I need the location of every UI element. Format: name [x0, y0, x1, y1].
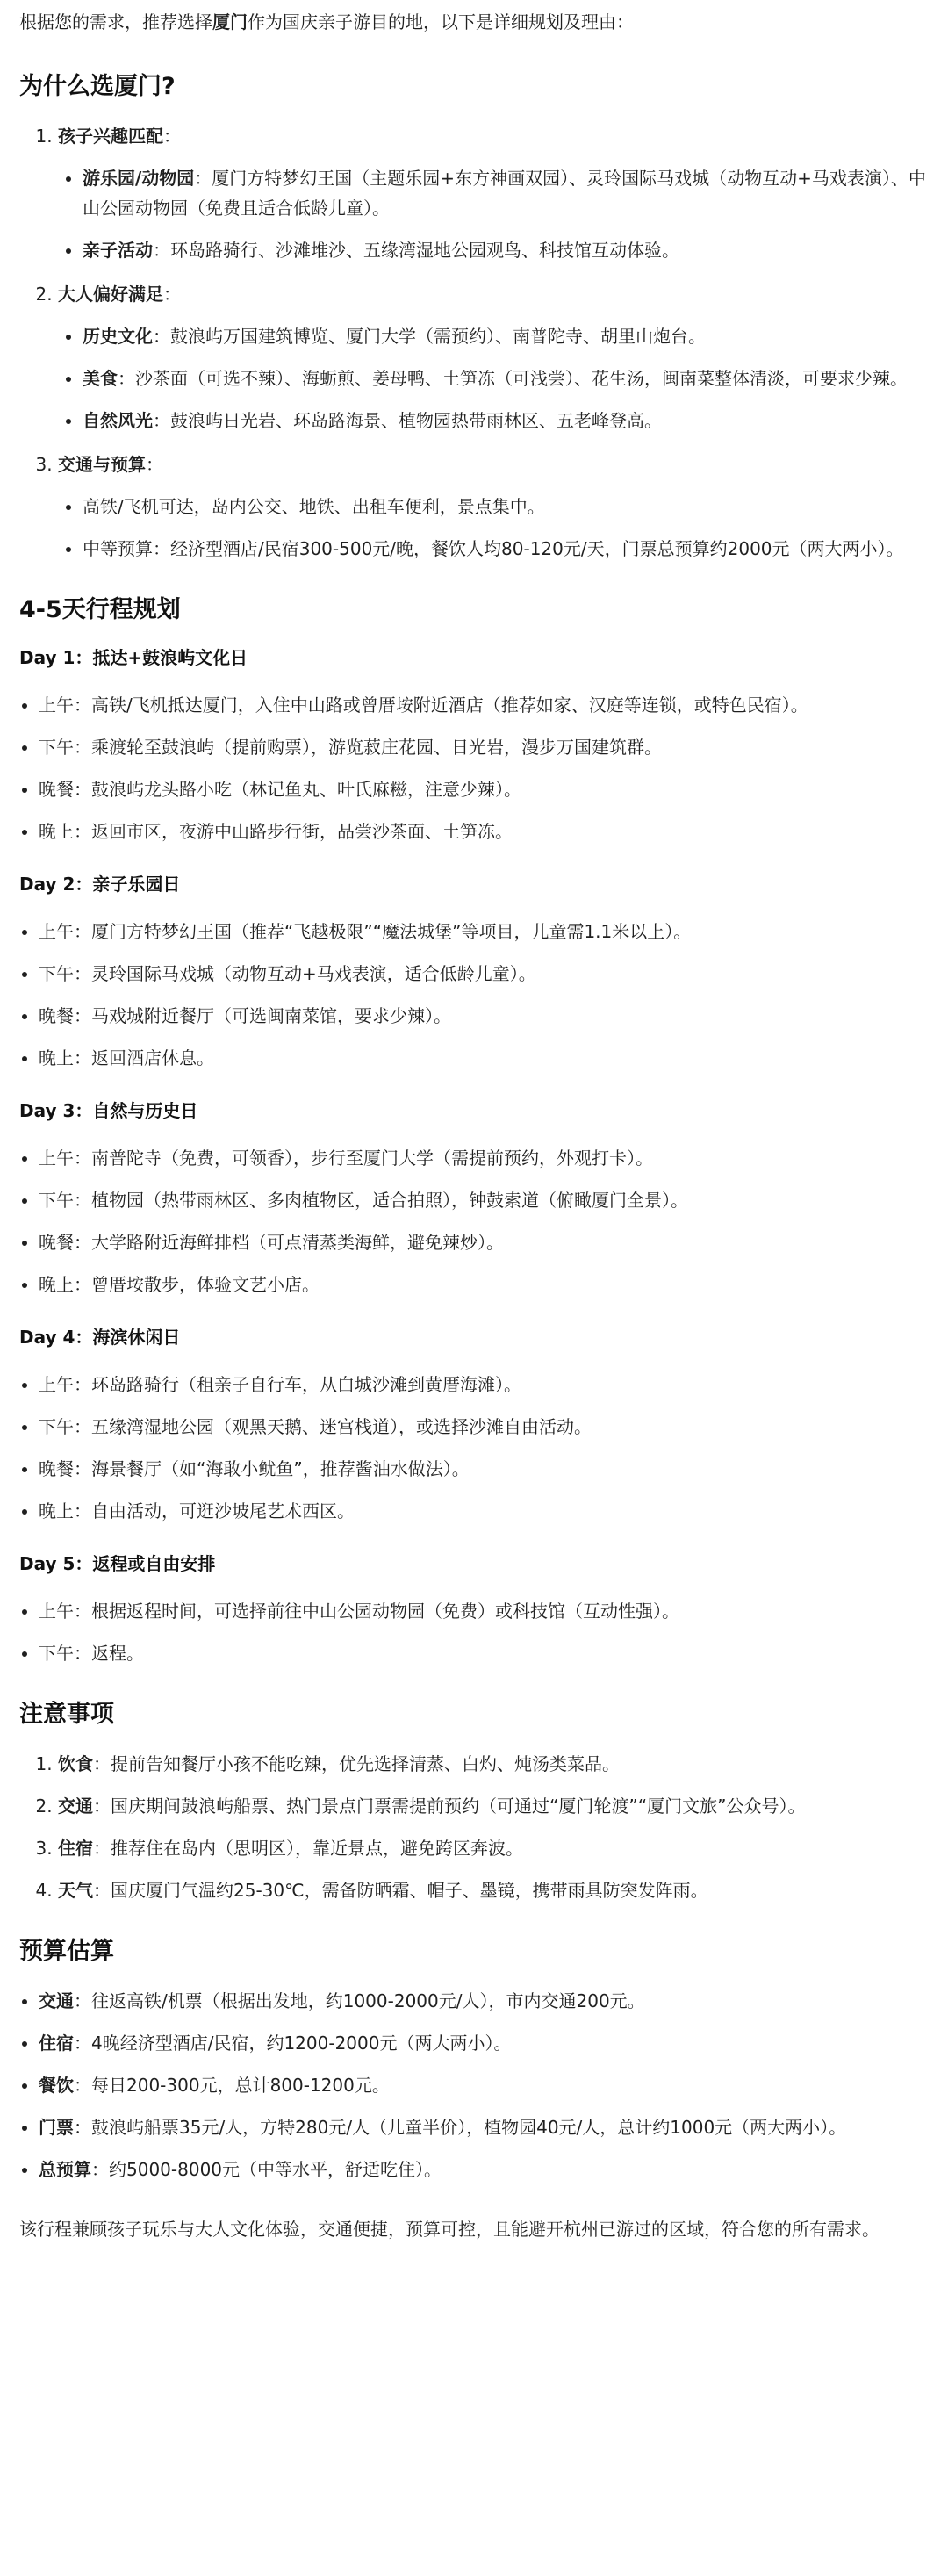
why-item-transport	[58, 450, 929, 564]
day-prefix: Day 2：	[19, 874, 93, 895]
item-label: 门票	[39, 2117, 74, 2138]
item-text: 中等预算：经济型酒店/民宿300-500元/晚，餐饮人均80-120元/天，门票总预算约2000元（两大两小）。	[83, 538, 904, 559]
item-text: ：鼓浪屿船票35元/人，方特280元/人（儿童半价），植物园40元/人，总计约1000元（两大两小）。	[74, 2117, 847, 2138]
list-item: • 下午：乘渡轮至鼓浪屿（提前购票），游览菽庄花园、日光岩，漫步万国建筑群。	[39, 732, 929, 762]
why-item-sep: ：	[163, 126, 181, 147]
item-label: 交通	[39, 1990, 74, 2011]
list-item: • 晚上：自由活动，可逛沙坡尾艺术西区。	[39, 1496, 929, 1526]
item-label: 交通	[58, 1795, 93, 1817]
list-item: • 晚上：返回酒店休息。	[39, 1043, 929, 1073]
why-heading: 为什么选厦门?	[19, 73, 176, 100]
why-item-sep: ：	[146, 454, 163, 475]
day-title: 返程或自由安排	[92, 1553, 216, 1574]
item-text: ：厦门方特梦幻王国（主题乐园+东方神画双园）、灵玲国际马戏城（动物互动+马戏表演）、中山公园动物园（免费且适合低龄儿童）。	[83, 168, 926, 219]
why-item-sep: ：	[163, 284, 181, 305]
list-item: • 上午：根据返程时间，可选择前往中山公园动物园（免费）或科技馆（互动性强）。	[39, 1596, 929, 1626]
list-item	[39, 2112, 929, 2142]
list-item	[39, 2028, 929, 2058]
why-item-label: 大人偏好满足	[58, 284, 163, 305]
budget-list	[19, 1986, 929, 2184]
list-item	[83, 492, 929, 522]
item-label: 历史文化	[83, 326, 153, 347]
day-list	[19, 1143, 929, 1299]
list-item: • 晚上：曾厝垵散步，体验文艺小店。	[39, 1270, 929, 1299]
item-text: ：鼓浪屿日光岩、环岛路海景、植物园热带雨林区、五老峰登高。	[153, 410, 662, 431]
list-item: • 上午：高铁/飞机抵达厦门，入住中山路或曾厝垵附近酒店（推荐如家、汉庭等连锁，或特色民宿）。	[39, 690, 929, 720]
list-item	[83, 235, 929, 265]
day-heading	[19, 1097, 929, 1124]
why-item-kids	[58, 121, 929, 265]
day-heading	[19, 1551, 929, 1577]
why-sublist	[58, 321, 929, 435]
item-label: 亲子活动	[83, 240, 153, 261]
day-list	[19, 690, 929, 846]
item-label: 总预算	[39, 2159, 91, 2180]
item-text: ：推荐住在岛内（思明区），靠近景点，避免跨区奔波。	[93, 1838, 523, 1859]
list-item	[83, 363, 929, 393]
day-title: 自然与历史日	[92, 1100, 198, 1121]
list-item: • 晚上：返回市区，夜游中山路步行街，品尝沙茶面、土笋冻。	[39, 817, 929, 846]
day-list	[19, 1370, 929, 1526]
day-title: 亲子乐园日	[92, 874, 181, 895]
list-item	[58, 1833, 929, 1863]
list-item: • 上午：厦门方特梦幻王国（推荐“飞越极限”“魔法城堡”等项目，儿童需1.1米以上）。	[39, 917, 929, 946]
item-label: 住宿	[39, 2033, 74, 2054]
closing-paragraph: 该行程兼顾孩子玩乐与大人文化体验，交通便捷，预算可控，且能避开杭州已游过的区域，符合您的所有需求。	[19, 2219, 880, 2240]
why-item-label: 交通与预算	[58, 454, 146, 475]
list-item	[39, 2070, 929, 2100]
list-item: • 上午：南普陀寺（免费，可领香），步行至厦门大学（需提前预约，外观打卡）。	[39, 1143, 929, 1173]
day-prefix: Day 4：	[19, 1327, 93, 1348]
list-item: • 下午：五缘湾湿地公园（观黑天鹅、迷宫栈道），或选择沙滩自由活动。	[39, 1412, 929, 1442]
day-heading	[19, 871, 929, 897]
item-label: 住宿	[58, 1838, 93, 1859]
day-prefix: Day 5：	[19, 1553, 93, 1574]
item-text: ：鼓浪屿万国建筑博览、厦门大学（需预约）、南普陀寺、胡里山炮台。	[153, 326, 706, 347]
day-title: 海滨休闲日	[92, 1327, 181, 1348]
why-sublist	[58, 492, 929, 564]
day-list	[19, 917, 929, 1073]
item-label: 餐饮	[39, 2075, 74, 2096]
list-item	[58, 1749, 929, 1779]
list-item: • 晚餐：大学路附近海鲜排档（可点清蒸类海鲜，避免辣炒）。	[39, 1227, 929, 1257]
list-item	[58, 1791, 929, 1821]
day-prefix: Day 1：	[19, 647, 93, 668]
item-label: 游乐园/动物园	[83, 168, 195, 189]
list-item: • 晚餐：海景餐厅（如“海敢小鱿鱼”，推荐酱油水做法）。	[39, 1454, 929, 1484]
list-item	[83, 321, 929, 351]
item-text: ：往返高铁/机票（根据出发地，约1000-2000元/人），市内交通200元。	[74, 1990, 645, 2011]
item-text: 高铁/飞机可达，岛内公交、地铁、出租车便利，景点集中。	[83, 496, 545, 517]
list-item	[58, 1875, 929, 1905]
budget-heading: 预算估算	[19, 1938, 114, 1965]
list-item	[83, 163, 929, 223]
why-list	[19, 121, 929, 564]
item-label: 天气	[58, 1880, 93, 1901]
list-item: • 上午：环岛路骑行（租亲子自行车，从白城沙滩到黄厝海滩）。	[39, 1370, 929, 1400]
item-text: ：每日200-300元，总计800-1200元。	[74, 2075, 390, 2096]
item-text: ：国庆期间鼓浪屿船票、热门景点门票需提前预约（可通过“厦门轮渡”“厦门文旅”公众号）。	[93, 1795, 806, 1817]
item-label: 自然风光	[83, 410, 153, 431]
intro-paragraph	[19, 7, 929, 37]
day-list	[19, 1596, 929, 1668]
list-item	[39, 2155, 929, 2184]
item-text: ：环岛路骑行、沙滩堆沙、五缘湾湿地公园观鸟、科技馆互动体验。	[153, 240, 679, 261]
notes-heading: 注意事项	[19, 1701, 114, 1728]
item-text: ：约5000-8000元（中等水平，舒适吃住）。	[91, 2159, 442, 2180]
list-item: • 晚餐：鼓浪屿龙头路小吃（林记鱼丸、叶氏麻糍，注意少辣）。	[39, 774, 929, 804]
list-item	[83, 406, 929, 435]
list-item: • 晚餐：马戏城附近餐厅（可选闽南菜馆，要求少辣）。	[39, 1001, 929, 1031]
intro-destination: 厦门	[212, 11, 248, 32]
list-item: • 下午：返程。	[39, 1638, 929, 1668]
intro-suffix: 作为国庆亲子游目的地，以下是详细规划及理由：	[248, 11, 634, 32]
why-item-adults	[58, 279, 929, 435]
plan-heading: 4-5天行程规划	[19, 596, 181, 623]
item-label: 美食	[83, 368, 118, 389]
item-text: ：国庆厦门气温约25-30℃，需备防晒霜、帽子、墨镜，携带雨具防突发阵雨。	[93, 1880, 708, 1901]
day-heading	[19, 644, 929, 671]
list-item: • 下午：灵玲国际马戏城（动物互动+马戏表演，适合低龄儿童）。	[39, 959, 929, 989]
notes-list	[19, 1749, 929, 1905]
item-text: ：沙茶面（可选不辣）、海蛎煎、姜母鸭、土笋冻（可浅尝）、花生汤，闽南菜整体清淡，可要求少辣。	[118, 368, 908, 389]
day-title: 抵达+鼓浪屿文化日	[92, 647, 248, 668]
item-text: ：提前告知餐厅小孩不能吃辣，优先选择清蒸、白灼、炖汤类菜品。	[93, 1753, 620, 1774]
list-item	[39, 1986, 929, 2016]
item-text: ：4晚经济型酒店/民宿，约1200-2000元（两大两小）。	[74, 2033, 512, 2054]
item-label: 饮食	[58, 1753, 93, 1774]
why-item-label: 孩子兴趣匹配	[58, 126, 163, 147]
day-prefix: Day 3：	[19, 1100, 93, 1121]
intro-prefix: 根据您的需求，推荐选择	[19, 11, 212, 32]
day-heading	[19, 1324, 929, 1350]
list-item	[83, 534, 929, 564]
list-item: • 下午：植物园（热带雨林区、多肉植物区，适合拍照），钟鼓索道（俯瞰厦门全景）。	[39, 1185, 929, 1215]
why-sublist	[58, 163, 929, 265]
